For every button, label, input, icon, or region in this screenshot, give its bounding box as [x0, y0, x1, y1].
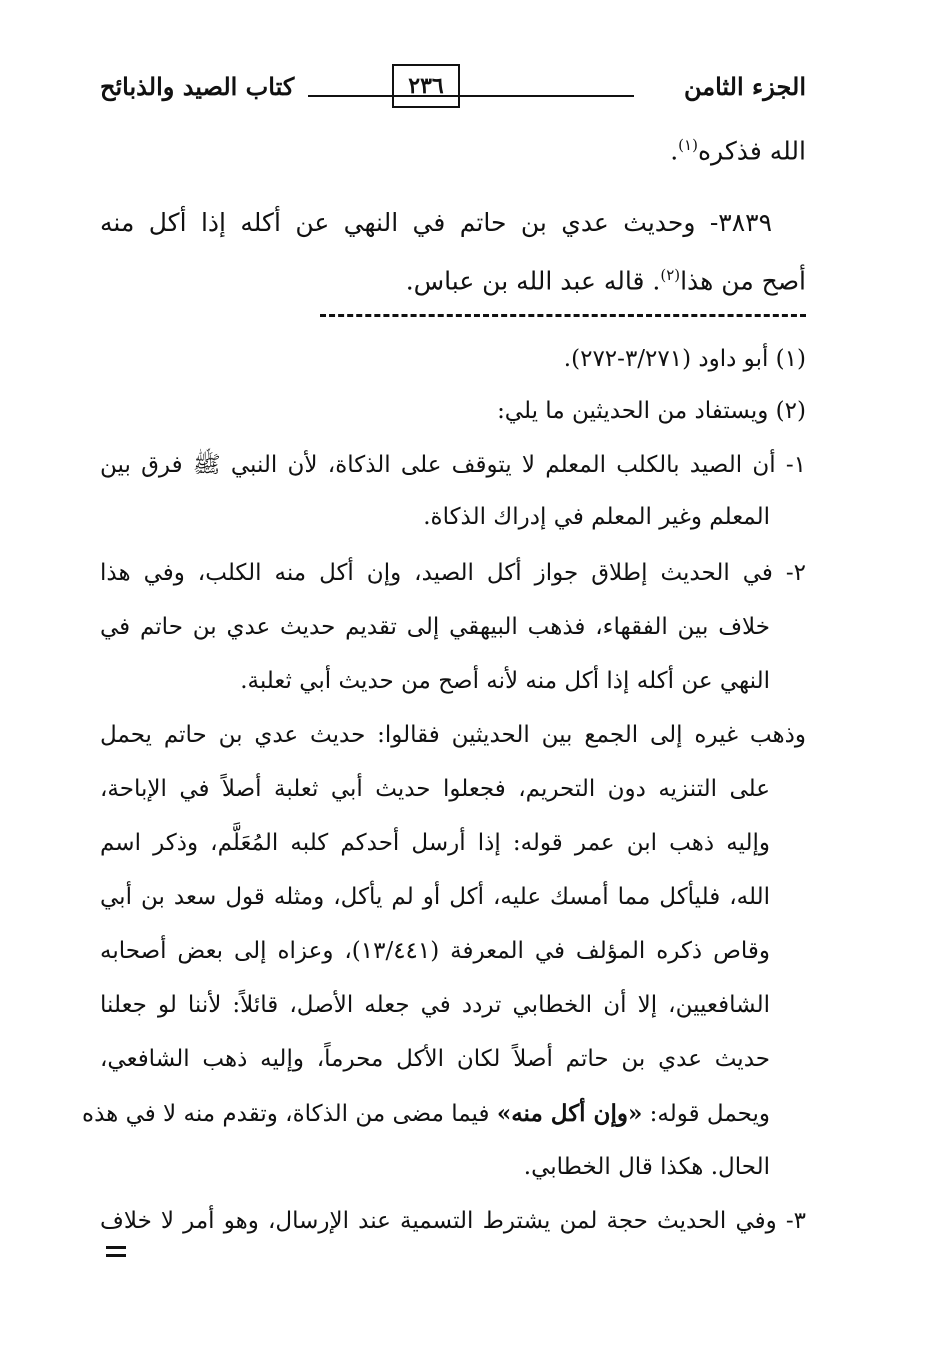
- footnote-separator: [320, 314, 806, 317]
- text-fragment: ويحمل قوله:: [642, 1101, 770, 1127]
- paragraph-line-8: [82, 1100, 770, 1127]
- footnote-2-intro: (٢) ويستفاد من الحديثين ما يلي:: [497, 398, 806, 424]
- footnote-1: (١) أبو داود (٣/٢٧١-٢٧٢).: [563, 346, 806, 372]
- text-line: [670, 136, 806, 165]
- text-fragment: أصح من هذا: [680, 266, 806, 296]
- paragraph-line-6: الشافعيين، إلا أن الخطابي تردد في جعله الأصل، قائلاً: لأننا لو جعلنا: [100, 992, 770, 1018]
- part-title: الجزء الثامن: [683, 72, 806, 101]
- paragraph-line-3: وإليه ذهب ابن عمر قوله: إذا أرسل أحدكم كلبه المُعَلَّم، وذكر اسم: [100, 830, 770, 856]
- text-fragment: الله فذكره: [697, 136, 806, 166]
- text-fragment: فيما مضى من الذكاة، وتقدم منه لا في هذه: [82, 1101, 497, 1127]
- paragraph-line-5: وقاص ذكره المؤلف في المعرفة (١٣/٤٤١)، وعزاه إلى بعض أصحابه: [100, 938, 770, 964]
- point-2-line-1: ٢- في الحديث إطلاق جواز أكل الصيد، وإن أكل منه الكلب، وفي هذا: [100, 560, 806, 586]
- footnote-ref-2: (٢): [660, 266, 681, 284]
- text-fragment: . قاله عبد الله بن عباس.: [405, 266, 661, 296]
- point-1-line-1: ١- أن الصيد بالكلب المعلم لا يتوقف على الذكاة، لأن النبي ﷺ فرق بين: [100, 452, 806, 478]
- hadith-3839-line-2: [406, 266, 806, 295]
- text-fragment: .: [670, 136, 679, 166]
- page-number-box: ٢٣٦: [392, 64, 460, 108]
- continuation-mark: [106, 1246, 126, 1262]
- point-2-line-3: النهي عن أكله إذا أكل منه لأنه أصح من حديث أبي ثعلبة.: [240, 668, 770, 694]
- paragraph-line-1: وذهب غيره إلى الجمع بين الحديثين فقالوا: حديث عدي بن حاتم يحمل: [100, 722, 806, 748]
- point-2-line-2: خلاف بين الفقهاء، فذهب البيهقي إلى تقديم حديث عدي بن حاتم في: [100, 614, 770, 640]
- book-title: كتاب الصيد والذبائح: [100, 72, 295, 101]
- running-header: [100, 62, 806, 112]
- paragraph-line-7: حديث عدي بن حاتم أصلاً لكان الأكل محرماً، وإليه ذهب الشافعي،: [100, 1046, 770, 1072]
- footnote-ref-1: (١): [678, 136, 698, 154]
- hadith-3839-line-1: ٣٨٣٩- وحديث عدي بن حاتم في النهي عن أكله إذا أكل منه: [100, 208, 772, 237]
- paragraph-line-4: الله، فليأكل مما أمسك عليه، أكل أو لم يأكل، ومثله قول سعد بن أبي: [100, 884, 770, 910]
- quoted-hadith: «وإن أكل منه»: [496, 1100, 643, 1127]
- point-1-line-2: المعلم وغير المعلم في إدراك الذكاة.: [423, 504, 770, 530]
- header-rule-left: [308, 95, 392, 97]
- point-3-line-1: ٣- وفي الحديث حجة لمن يشترط التسمية عند الإرسال، وهو أمر لا خلاف: [100, 1208, 806, 1234]
- paragraph-line-2: على التنزيه دون التحريم، فجعلوا حديث أبي ثعلبة أصلاً في الإباحة،: [100, 776, 770, 802]
- paragraph-line-9: الحال. هكذا قال الخطابي.: [523, 1154, 770, 1180]
